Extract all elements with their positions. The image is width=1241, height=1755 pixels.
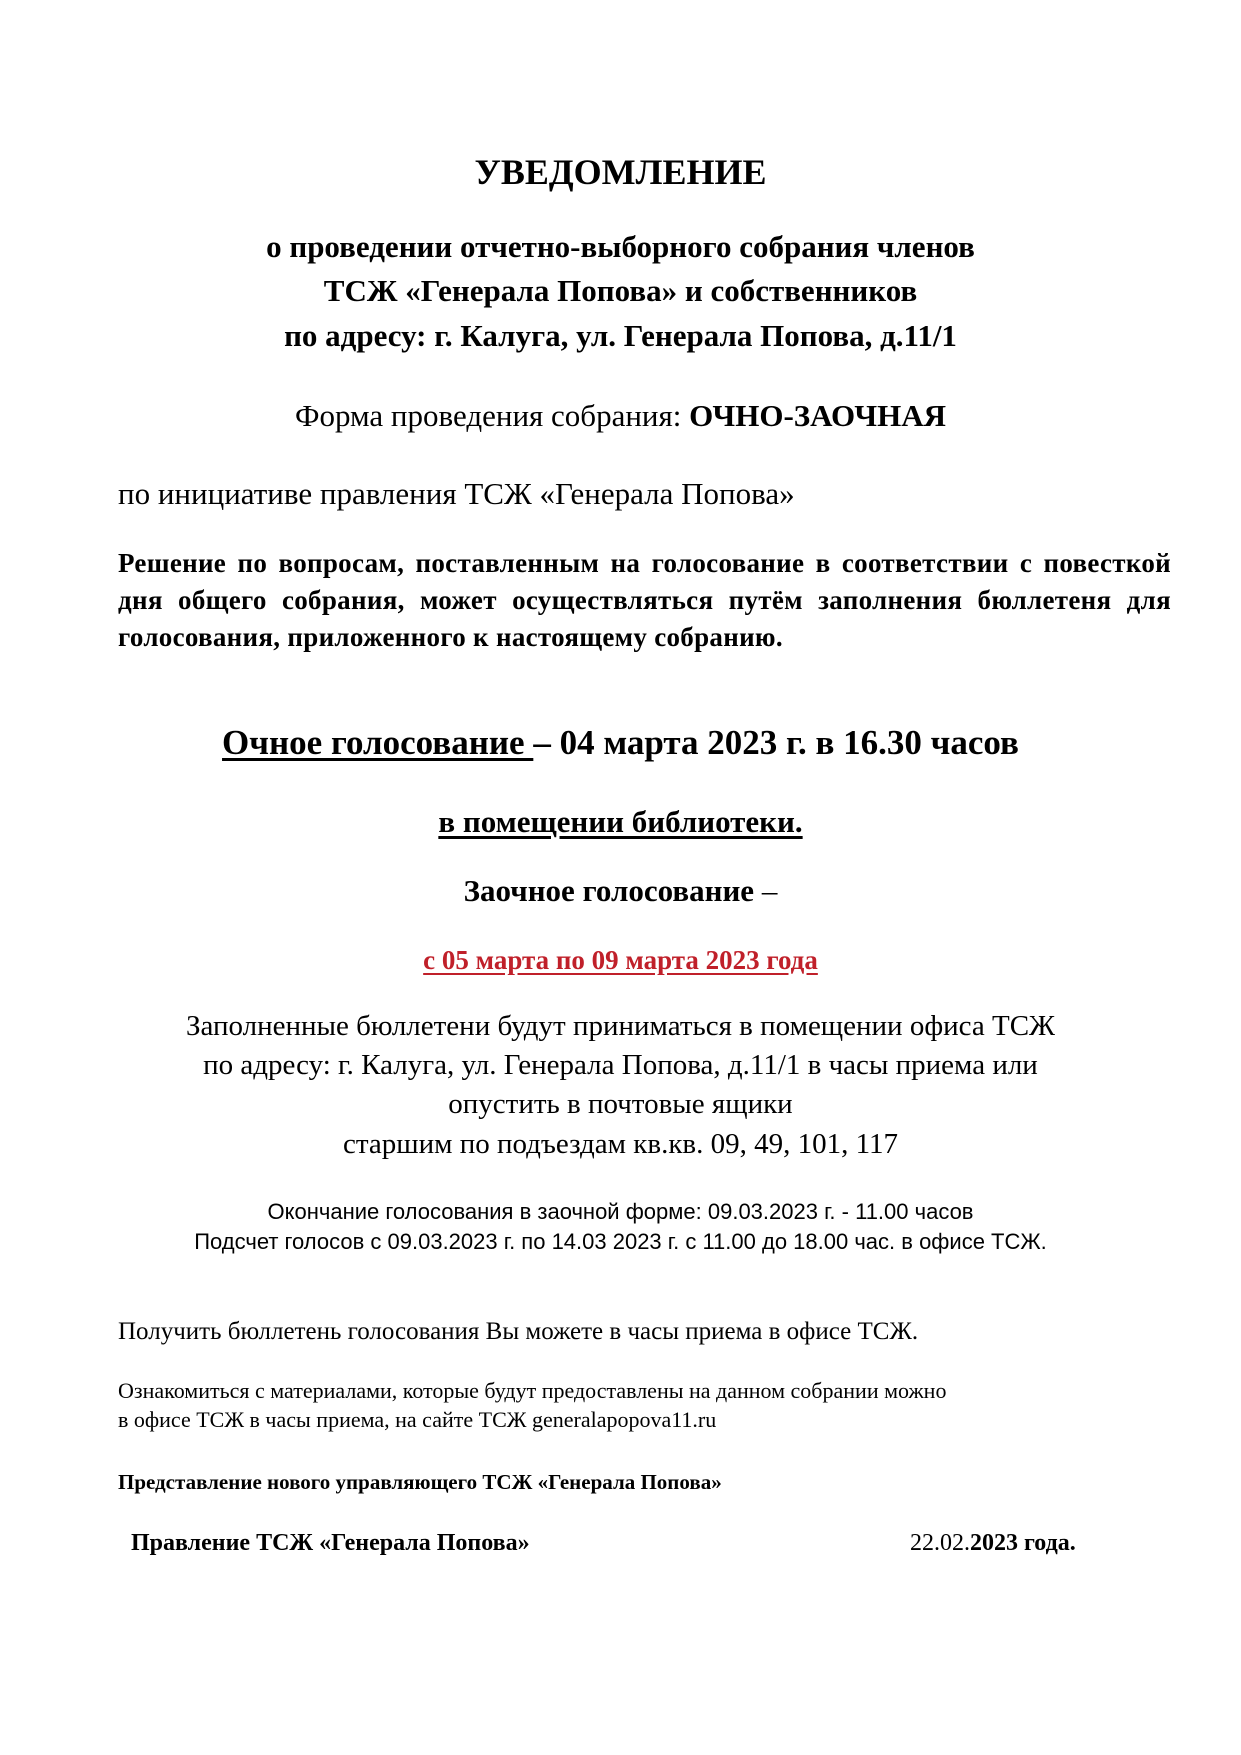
notice-date-day-month: 22.02. <box>910 1530 970 1556</box>
ballots-line-2: по адресу: г. Калуга, ул. Генерала Попова, д.11/1 в часы приема или <box>203 1049 1038 1081</box>
ballots-line-4: старшим по подъездам кв.кв. 09, 49, 101, 117 <box>342 1128 899 1160</box>
get-ballot-line: Получить бюллетень голосования Вы можете в часы приема в офисе ТСЖ. <box>118 1318 919 1345</box>
notice-date-year: 2023 года. <box>970 1530 1076 1556</box>
ballots-line-1: Заполненные бюллетени будут приниматься в помещении офиса ТСЖ <box>185 1010 1056 1042</box>
notice-date <box>910 1530 1076 1558</box>
ballots-line-3: опустить в почтовые ящики <box>448 1088 793 1120</box>
end-of-voting-line: Окончание голосования в заочной форме: 09.03.2023 г. - 11.00 часов <box>267 1199 974 1224</box>
meeting-form-label: Форма проведения собрания: <box>295 398 690 433</box>
initiative-line: по инициативе правления ТСЖ «Генерала Попова» <box>118 476 795 511</box>
new-manager-presentation: Представление нового управляющего ТСЖ «Генерала Попова» <box>118 1470 722 1494</box>
voting-place: в помещении библиотеки. <box>438 804 803 839</box>
in-person-voting-line <box>0 723 1241 763</box>
notice-subtitle-line-2: ТСЖ «Генерала Попова» и собственников <box>323 273 918 308</box>
absentee-voting-dash: – <box>761 873 778 908</box>
materials-line-1: Ознакомиться с материалами, которые будут предоставлены на данном собрании можно <box>118 1378 947 1403</box>
in-person-voting-details: – 04 марта 2023 г. в 16.30 часов <box>533 723 1019 762</box>
absentee-voting-label: Заочное голосование <box>463 873 762 908</box>
notice-subtitle-line-1: о проведении отчетно-выборного собрания членов <box>266 229 975 264</box>
meeting-form-line <box>0 398 1241 434</box>
notice-title: УВЕДОМЛЕНИЕ <box>474 152 767 192</box>
notice-subtitle-line-3: по адресу: г. Калуга, ул. Генерала Попова, д.11/1 <box>284 318 957 353</box>
absentee-voting-line <box>0 873 1241 909</box>
meeting-form-value: ОЧНО-ЗАОЧНАЯ <box>689 398 946 433</box>
absentee-voting-period: с 05 марта по 09 марта 2023 года <box>423 945 818 975</box>
decision-paragraph: Решение по вопросам, поставленным на голосование в соответствии с повесткой дня общего собрания, может осуществляться путём заполнения бюллетеня для голосования, приложенного к настоящему собранию. <box>118 548 1171 652</box>
materials-line-2: в офисе ТСЖ в часы приема, на сайте ТСЖ generalapopova11.ru <box>118 1407 717 1432</box>
board-signature: Правление ТСЖ «Генерала Попова» <box>131 1530 530 1556</box>
vote-counting-line: Подсчет голосов с 09.03.2023 г. по 14.03 2023 г. с 11.00 до 18.00 час. в офисе ТСЖ. <box>194 1229 1047 1254</box>
in-person-voting-label: Очное голосование <box>222 723 534 762</box>
